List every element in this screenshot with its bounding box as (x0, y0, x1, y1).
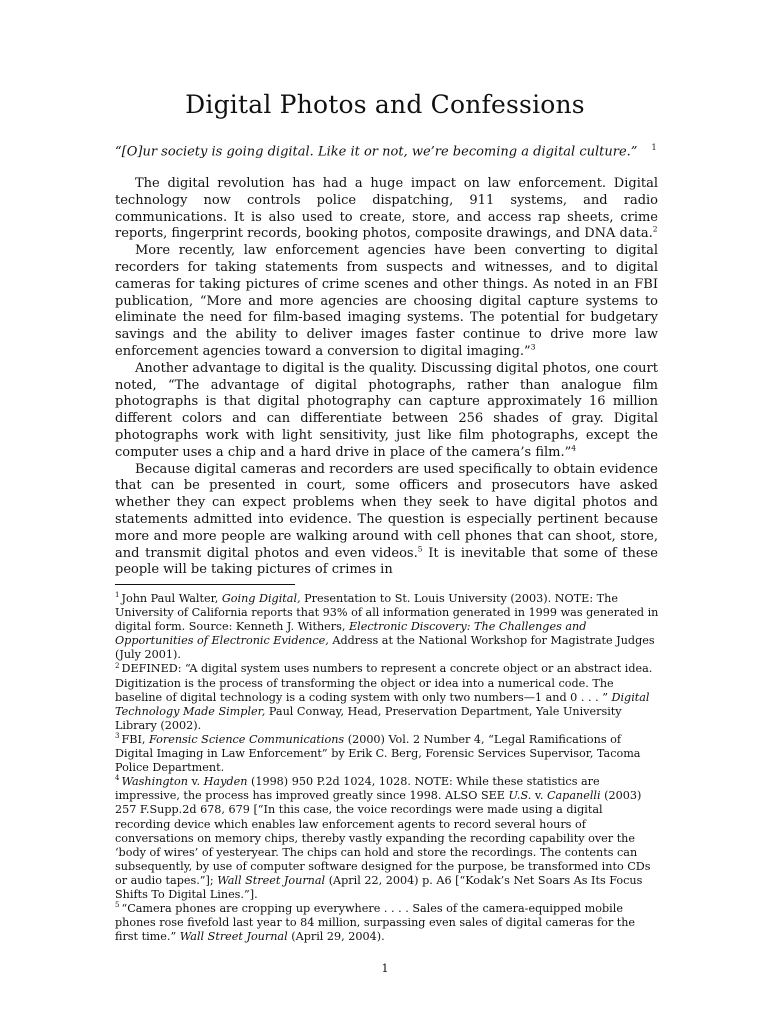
footnote-ref[interactable]: 2 (652, 225, 658, 235)
paragraph: Because digital cameras and recorders are used specifically to obtain evidence that can be presented in court, some officers and prosecutors have asked whether they can expect problems when they seek to have digital photos and statements admitted into evidence. The question is especially pertinent because more and more people are walking around with cell phones that can shoot, store, and transmit digital photos and even videos.$^5$ It is inevitable that some of these people will be taking pictures of crimes in (115, 461, 658, 578)
footnote-ref[interactable]: 1 (651, 143, 657, 152)
footnote-ref[interactable]: 3 (530, 342, 536, 352)
footnote-4: $^4$ Washington v. Hayden (1998) 950 P.2d 1024, 1028. NOTE: While these statistics are impressive, the process has improved greatly since 1998. ALSO SEE U.S. v. Capanelli (2003) 257 F.Supp.2d 678, 679 [“In this case, the voice recordings were made using a digital recording device which enables law enforcement agents to record several hours of conversations on memory chips, thereby vastly expanding the recording capability over the ‘body of wires’ of yesteryear. The chips can hold and store the recordings. The contents can subsequently, by use of computer software designed for the purpose, be transformed into CDs or audio tapes.”]; Wall Street Journal (April 22, 2004) p. A6 [“Kodak’s Net Soars As Its Focus Shifts To Digital Lines.”]. (115, 774, 651, 901)
footnote-ref[interactable]: 4 (571, 443, 577, 453)
footnote-ref[interactable]: 5 (417, 544, 423, 554)
paragraph: More recently, law enforcement agencies have been converting to digital recorders for taking statements from suspects and witnesses, and to digital cameras for taking pictures of crime scenes and other things. As noted in an FBI publication, “More and more agencies are choosing digital capture systems to eliminate the need for film-based imaging systems. The potential for budgetary savings and the ability to deliver images faster continue to drive more law enforcement agencies toward a conversion to digital imaging.”$^3$ (115, 243, 658, 359)
footnote-1: $^1$ John Paul Walter, Going Digital, Presentation to St. Louis University (2003). NOTE: The University of California reports that 93% of all information generated in 1999 was generated in digital form. Source: Kenneth J. Withers, Electronic Discovery: The Challenges and Opportunities of Electronic Evidence, Address at the National Workshop for Magistrate Judges (July 2001). (115, 591, 659, 662)
epigraph-quote: “[O]ur society is going digital. Like it or not, we’re becoming a digital culture.” (115, 144, 638, 160)
paragraph: The digital revolution has had a huge impact on law enforcement. Digital technology now controls police dispatching, 911 systems, and radio communications. It is also used to create, store, and access rap sheets, crime reports, fingerprint records, booking photos, composite drawings, and DNA data.$^2$ (115, 176, 658, 242)
page-number: 1 (381, 962, 389, 975)
footnote-5: $^5$ “Camera phones are cropping up everywhere . . . . Sales of the camera-equipped mobile phones rose fivefold last year to 84 million, surpassing even sales of digital cameras for the first time.” Wall Street Journal (April 29, 2004). (115, 901, 636, 944)
epigraph (115, 143, 675, 159)
footnotes (115, 592, 661, 944)
page-title: Digital Photos and Confessions (185, 90, 585, 119)
body-text (115, 176, 658, 579)
footnote-separator (115, 584, 295, 585)
footnote-2: $^2$ DEFINED: “A digital system uses numbers to represent a concrete object or an abstract idea. Digitization is the process of transforming the object or idea into a numerical code. The baseline of digital technology is a coding system with only two numbers—1 and 0 . . . ” Digital Technology Made Simpler, Paul Conway, Head, Preservation Department, Yale University Library (2002). (115, 661, 653, 732)
paragraph: Another advantage to digital is the quality. Discussing digital photos, one court noted, “The advantage of digital photographs, rather than analogue film photographs is that digital photography can capture approximately 16 million different colors and can differentiate between 256 shades of gray. Digital photographs work with light sensitivity, just like film photographs, except the computer uses a chip and a hard drive in place of the camera’s film.”$^4$ (115, 360, 658, 460)
footnote-3: $^3$ FBI, Forensic Science Communications (2000) Vol. 2 Number 4, “Legal Ramifications of Digital Imaging in Law Enforcement” by Erik C. Berg, Forensic Services Supervisor, Tacoma Police Department. (115, 732, 641, 775)
